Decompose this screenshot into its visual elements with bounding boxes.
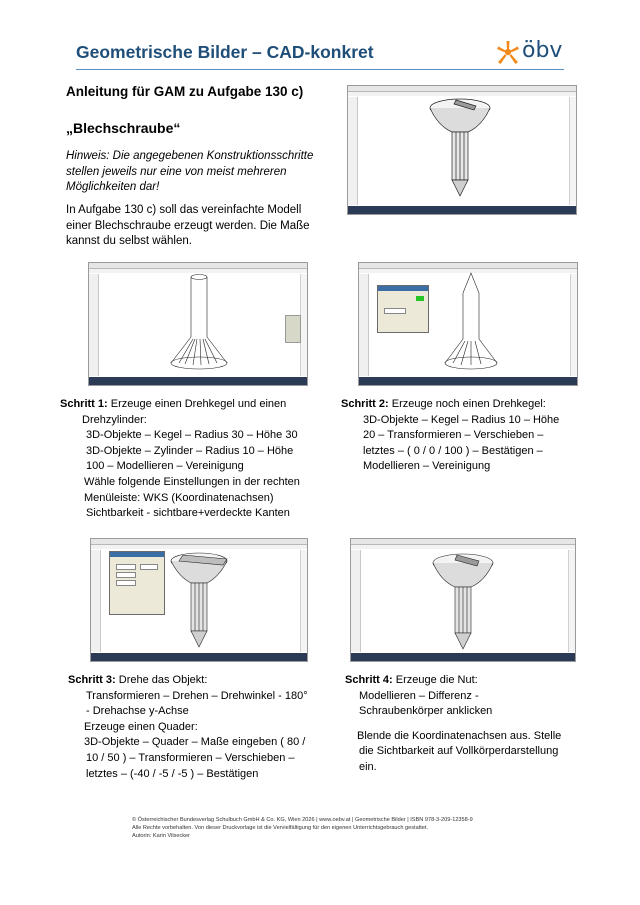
logo-wordmark: öbv [522, 38, 563, 63]
intro-line: In Aufgabe 130 c) soll das vereinfachte Modell [66, 204, 302, 216]
screenshot-final-screw [347, 85, 577, 215]
screenshot-step1 [88, 262, 308, 386]
intro-line: kannst du selbst wählen. [66, 235, 192, 247]
step3-line: Transformieren – Drehen – Drehwinkel - 180° [86, 689, 308, 702]
step4-line: Modellieren – Differenz - [359, 689, 479, 702]
step1-line: 3D-Objekte – Kegel – Radius 30 – Höhe 30 [86, 429, 298, 442]
step1-line: Drehzylinder: [82, 413, 147, 426]
hint-text [66, 149, 336, 196]
screw-with-cuboid-drawing [91, 539, 307, 661]
step2-line: Modellieren – Vereinigung [363, 460, 491, 473]
step1-first-line: Erzeuge einen Drehkegel und einen [107, 398, 287, 410]
intro-line: einer Blechschraube erzeugt werden. Die Maße [66, 219, 310, 232]
hint-line: stellen jeweils nur eine von meist mehreren [66, 165, 287, 178]
step1-text [60, 397, 335, 522]
intro-text [66, 203, 336, 250]
screw-drawing [348, 86, 576, 214]
step4-heading: Schritt 4: [345, 674, 393, 686]
star-icon [496, 40, 520, 66]
cone-tip-drawing [359, 263, 577, 385]
step4-line: Schraubenkörper anklicken [359, 705, 493, 718]
page-title: Anleitung für GAM zu Aufgabe 130 c) [66, 84, 304, 99]
step2-line: letztes – ( 0 / 0 / 100 ) – Bestätigen – [363, 444, 543, 457]
hint-line: Hinweis: Die angegebenen Konstruktionsschritte [66, 150, 314, 162]
step4-extra-line: Blende die Koordinatenachsen aus. Stelle [357, 729, 562, 742]
step1-heading: Schritt 1: [60, 398, 108, 410]
page-header-title: Geometrische Bilder – CAD-konkret [76, 42, 374, 62]
step2-heading: Schritt 2: [341, 398, 389, 410]
step4-extra-line: ein. [359, 760, 377, 773]
step3-line: 10 / 50 ) – Transformieren – Verschieben – [86, 751, 295, 764]
step3-line: - Drehachse y-Achse [86, 705, 189, 718]
cone-cylinder-drawing [89, 263, 307, 385]
footer [132, 816, 473, 840]
step2-first-line: Erzeuge noch einen Drehkegel: [388, 398, 546, 410]
footer-line: © Österreichischer Bundesverlag Schulbuch GmbH & Co. KG, Wien 2026 | www.oebv.at | Geometrische Bilder | ISBN 978-3-209-12358-9 [132, 817, 473, 823]
step1-line: Sichtbarkeit - sichtbare+verdeckte Kanten [86, 507, 290, 520]
page-subtitle: „Blechschraube“ [66, 120, 181, 136]
step4-text [345, 673, 585, 776]
oebv-logo [496, 38, 566, 68]
step3-line: Erzeuge einen Quader: [84, 720, 198, 733]
step2-line: 20 – Transformieren – Verschieben – [363, 429, 544, 442]
footer-line: Autorin: Karin Vilsecker [132, 833, 191, 839]
step4-extra-line: die Sichtbarkeit auf Vollkörperdarstellung [359, 745, 559, 758]
step4-first-line: Erzeuge die Nut: [392, 674, 478, 686]
screenshot-step2 [358, 262, 578, 386]
step1-line: 100 – Modellieren – Vereinigung [86, 460, 244, 473]
header-rule [76, 69, 564, 70]
step2-text [341, 397, 591, 475]
screw-with-slot-drawing [351, 539, 575, 661]
hint-line: Möglichkeiten dar! [66, 181, 160, 193]
screenshot-step3 [90, 538, 308, 662]
step2-line: 3D-Objekte – Kegel – Radius 10 – Höhe [363, 413, 560, 426]
step3-line: 3D-Objekte – Quader – Maße eingeben ( 80 / [84, 736, 306, 749]
step1-line: 3D-Objekte – Zylinder – Radius 10 – Höhe [86, 444, 294, 457]
step1-line: Menüleiste: WKS (Koordinatenachsen) [84, 491, 274, 504]
footer-line: Alle Rechte vorbehalten. Von dieser Druckvorlage ist die Vervielfältigung für den eigenen Unterrichtsgebrauch gestattet. [132, 825, 429, 831]
step3-line: letztes – (-40 / -5 / -5 ) – Bestätigen [86, 767, 259, 780]
step3-text [68, 673, 338, 782]
step1-line: Wähle folgende Einstellungen in der rechten [84, 475, 300, 488]
screenshot-step4 [350, 538, 576, 662]
step3-first-line: Drehe das Objekt: [115, 674, 208, 686]
step3-heading: Schritt 3: [68, 674, 116, 686]
